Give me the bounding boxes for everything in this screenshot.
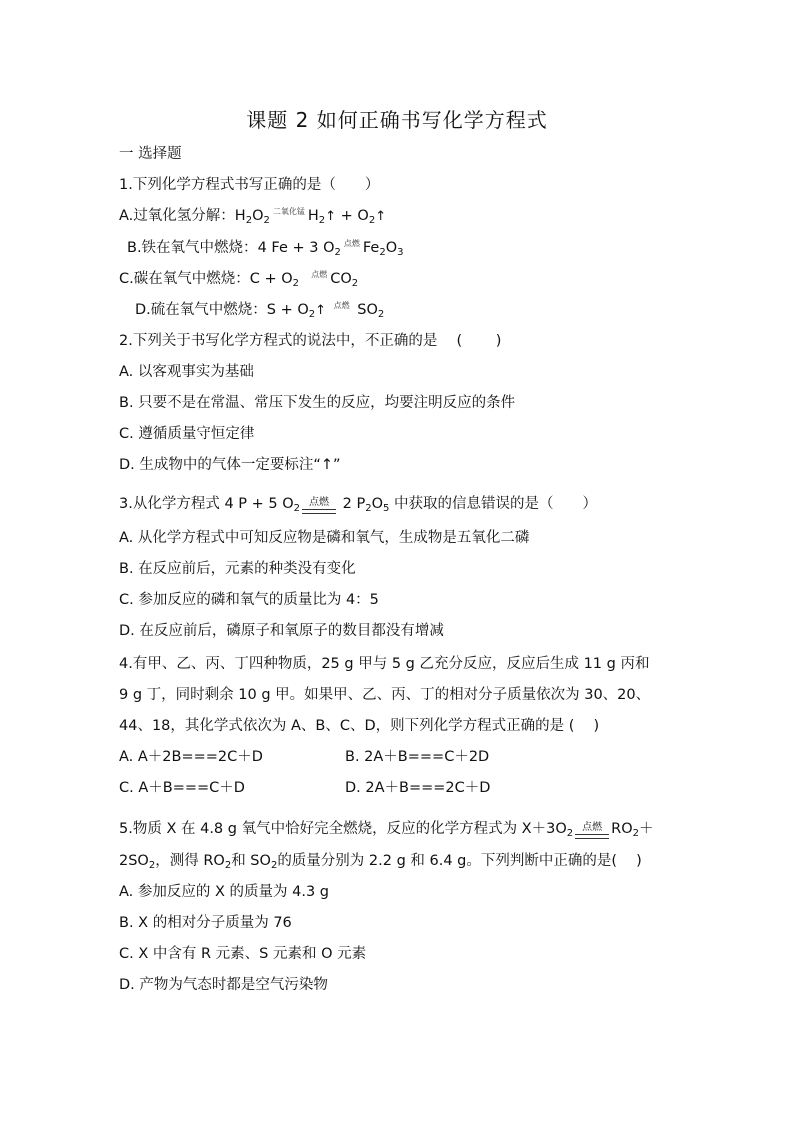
q4-option-a: A. A＋2B===2C＋D [119,749,263,765]
q2-option-a: A. 以客观事实为基础 [119,364,254,380]
q3-option-b: B. 在反应前后，元素的种类没有变化 [119,561,356,577]
q1-option-c-label: C.碳在氧气中燃烧： [119,271,250,287]
q5-condition-text: 点燃 [582,822,603,833]
q4-stem-line2: 9 g 丁，同时剩余 10 g 甲。如果甲、乙、丙、丁的相对分子质量依次为 30、20、 [119,687,651,703]
q3-option-a: A. 从化学方程式中可知反应物是磷和氧气，生成物是五氧化二磷 [119,530,530,546]
page-title: 课题 2 如何正确书写化学方程式 [246,108,548,132]
section-heading: 一 选择题 [119,146,182,162]
q1-c-condition: 点燃 [311,270,328,279]
q4-stem-line3: 44、18，其化学式依次为 A、B、C、D，则下列化学方程式正确的是 ( ) [119,718,600,734]
q5-option-a: A. 参加反应的 X 的质量为 4.3 g [119,884,330,900]
q4-option-b: B. 2A＋B===C＋2D [345,749,490,765]
q4-option-c: C. A＋B===C＋D [119,780,245,796]
q3-stem-prefix: 3.从化学方程式 [119,496,225,512]
q3-option-d: D. 在反应前后，磷原子和氧原子的数目都没有增减 [119,623,444,639]
q1-option-b-label: B.铁在氧气中燃烧： [127,240,258,256]
q1-option-c: C.碳在氧气中燃烧：$C + O_2$ $^{点燃}$ $CO_2$ [119,270,359,289]
q2-option-d: D. 生成物中的气体一定要标注“↑” [119,457,341,473]
q1-option-d-label: D.硫在氧气中燃烧： [135,302,267,318]
q5-line2-suffix: 的质量分别为 2.2 g 和 6.4 g。下列判断中正确的是( ) [277,853,642,869]
q5-equation-condition [575,822,609,839]
q5-line2-mid: ，测得 RO [155,853,225,869]
q1-b-condition: 点燃 [343,239,360,248]
q3-option-c: C. 参加反应的磷和氧气的质量比为 4：5 [119,592,379,608]
q2-option-c: C. 遵循质量守恒定律 [119,426,255,442]
q4-stem-line1: 4.有甲、乙、丙、丁四种物质，25 g 甲与 5 g 乙充分反应，反应后生成 11 g 丙和 [119,656,650,672]
q1-stem: 1.下列化学方程式书写正确的是（ ） [119,177,380,193]
q1-option-a: A.过氧化氢分解：$H_2O_2^{二氧化锰}$ $H_2↑$ + $O_2↑$ [119,207,387,226]
q5-line2-mid2: 和 SO [231,853,271,869]
q1-option-b: B.铁在氧气中燃烧：4 Fe + 3 $O_2^{点燃}$ $Fe_2O_3$ [127,239,404,258]
q2-option-b: B. 只要不是在常温、常压下发生的反应，均要注明反应的条件 [119,395,516,411]
q3-equation-condition [302,497,336,514]
q1-a-condition: 二氧化锰 [272,207,305,216]
q2-stem: 2.下列关于书写化学方程式的说法中，不正确的是 ( ) [119,333,502,349]
q3-condition-text: 点燃 [309,497,330,508]
q4-option-d: D. 2A＋B===2C＋D [345,780,491,796]
q1-option-d: D.硫在氧气中燃烧：$S + O_2↑$ $^{点燃}$ $SO_2$ [135,301,385,320]
q5-line2-prefix: 2SO [119,853,149,869]
q1-d-condition: 点燃 [333,301,350,310]
q5-option-b: B. X 的相对分子质量为 76 [119,915,292,931]
q5-option-c: C. X 中含有 R 元素、S 元素和 O 元素 [119,946,367,962]
q3-stem-suffix: 中获取的信息错误的是（ ） [394,496,597,512]
q3-stem: 3.从化学方程式 4 P + 5 $O_2$ 点燃 2 $P_2O_5$ 中获取的信息错误的是（ ） [119,496,597,514]
q5-stem-line1: 5.物质 X 在 4.8 g 氧气中恰好完全燃烧，反应的化学方程式为 $X+3O_2$ 点燃 $RO_2+$ [119,821,654,839]
q5-stem-prefix: 5.物质 X 在 4.8 g 氧气中恰好完全燃烧，反应的化学方程式为 X＋3O [119,821,567,837]
q1-option-a-label: A.过氧化氢分解： [119,208,235,224]
q5-stem-line2: $2SO_2$，测得 $RO_2$和 $SO_2$的质量分别为 2.2 g 和 6.4 g。下列判断中正确的是( ) [119,853,642,871]
q5-option-d: D. 产物为气态时都是空气污染物 [119,977,328,993]
